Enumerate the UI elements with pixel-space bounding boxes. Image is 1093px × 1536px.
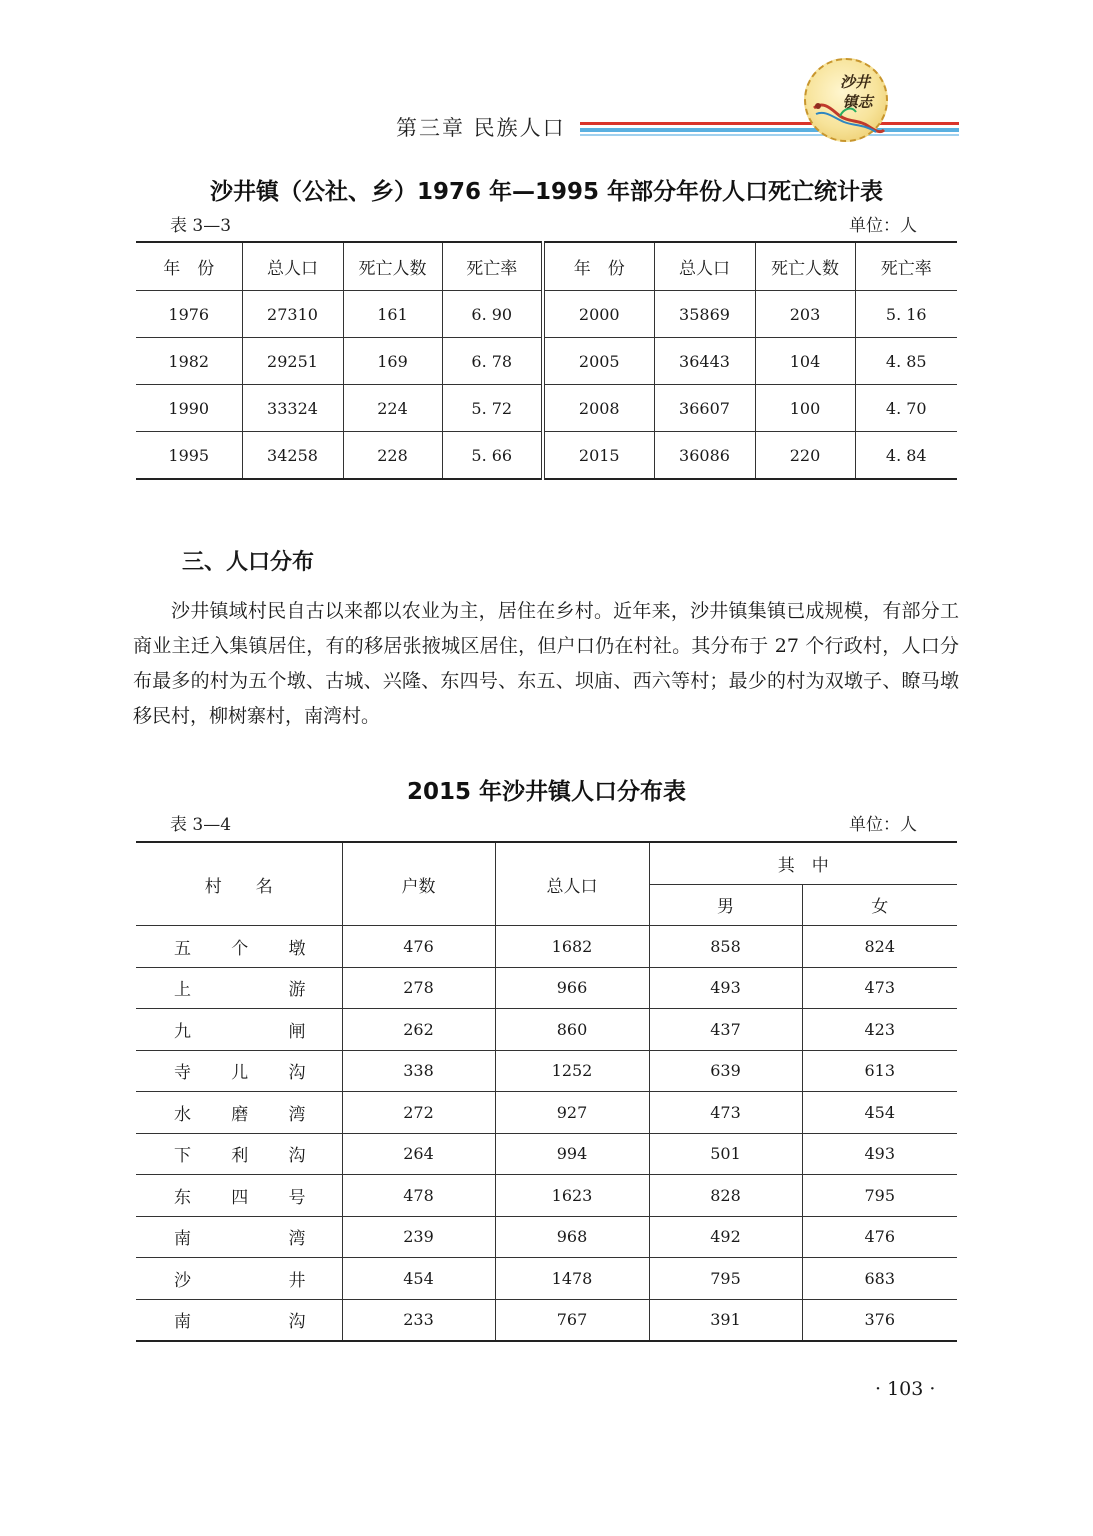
table-cell: 33324 [242, 385, 343, 432]
table-cell: 501 [649, 1133, 802, 1175]
table-cell: 391 [649, 1299, 802, 1341]
table-cell: 639 [649, 1050, 802, 1092]
table-cell: 36086 [654, 432, 755, 480]
col-header-female: 女 [802, 884, 957, 926]
table-cell: 858 [649, 926, 802, 968]
table-cell: 966 [495, 967, 649, 1009]
table-cell: 473 [802, 967, 957, 1009]
table-cell: 476 [342, 926, 495, 968]
table-cell: 104 [755, 338, 855, 385]
table1-unit: 单位：人 [849, 216, 917, 236]
col-header-population: 总人口 [654, 242, 755, 291]
table-cell: 2005 [543, 338, 654, 385]
table-cell: 1982 [136, 338, 242, 385]
col-header-male: 男 [649, 884, 802, 926]
book-seal-logo [804, 58, 888, 142]
header-rule-blue-thin [580, 134, 959, 136]
col-header-death-rate: 死亡率 [855, 242, 957, 291]
table-cell: 34258 [242, 432, 343, 480]
table-cell: 1995 [136, 432, 242, 480]
village-name: 五个墩 [136, 926, 342, 968]
table-cell: 1478 [495, 1258, 649, 1300]
death-statistics-table [136, 241, 957, 480]
table-cell: 473 [649, 1092, 802, 1134]
table2-label: 表 3—4 [170, 815, 232, 835]
table-cell: 828 [649, 1175, 802, 1217]
col-header-population: 总人口 [242, 242, 343, 291]
col-header-total: 总人口 [495, 842, 649, 926]
table-cell: 767 [495, 1299, 649, 1341]
table-cell: 492 [649, 1216, 802, 1258]
table-cell: 2015 [543, 432, 654, 480]
table-cell: 169 [343, 338, 442, 385]
table-cell: 968 [495, 1216, 649, 1258]
table-cell: 278 [342, 967, 495, 1009]
village-name: 南沟 [136, 1299, 342, 1341]
table-cell: 4. 84 [885, 445, 927, 465]
table-row [136, 1092, 957, 1134]
village-name: 南湾 [136, 1216, 342, 1258]
table-row [136, 967, 957, 1009]
body-paragraph: 沙井镇域村民自古以来都以农业为主，居住在乡村。近年来，沙井镇集镇已成规模，有部分工商业主迁入集镇居住，有的移居张掖城区居住，但户口仍在村社。其分布于 27 个行政村，人口分布最多的村为五个墩、古城、兴隆、东四号、东五、坝庙、西六等村；最少的村为双墩子、瞭马墩移民村，柳树寨村，南湾村。 [133, 600, 959, 727]
seal-text: 沙井 镇志 [837, 73, 873, 111]
table-cell: 493 [649, 967, 802, 1009]
table-cell: 860 [495, 1009, 649, 1051]
table-cell: 220 [755, 432, 855, 480]
table-cell: 5. 16 [855, 291, 957, 338]
table-row [136, 1216, 957, 1258]
table-cell: 228 [343, 432, 442, 480]
table-cell: 376 [864, 1310, 896, 1330]
village-name: 下利沟 [136, 1133, 342, 1175]
table-cell: 613 [802, 1050, 957, 1092]
table2-title: 2015 年沙井镇人口分布表 [406, 779, 687, 805]
table2-unit: 单位：人 [849, 815, 917, 835]
table-cell: 1990 [136, 385, 242, 432]
table-row [136, 1050, 957, 1092]
table-cell: 161 [343, 291, 442, 338]
table-cell: 994 [495, 1133, 649, 1175]
table-cell: 6. 90 [442, 291, 543, 338]
table-row [136, 432, 957, 480]
table-cell: 264 [342, 1133, 495, 1175]
table-cell: 927 [495, 1092, 649, 1134]
header-rule-blue [580, 128, 959, 132]
table-cell: 454 [802, 1092, 957, 1134]
table-row [136, 926, 957, 968]
table-row [136, 385, 957, 432]
table-header-row [136, 842, 957, 884]
village-name: 寺儿沟 [136, 1050, 342, 1092]
page-number: · 103 · [875, 1378, 936, 1400]
col-header-deaths: 死亡人数 [343, 242, 442, 291]
col-header-deaths: 死亡人数 [755, 242, 855, 291]
table-row [136, 1299, 957, 1341]
village-name: 沙井 [136, 1258, 342, 1300]
table-cell: 36607 [654, 385, 755, 432]
table-row [136, 338, 957, 385]
table-cell: 478 [342, 1175, 495, 1217]
table-cell: 795 [802, 1175, 957, 1217]
table-cell: 29251 [242, 338, 343, 385]
table-cell: 476 [802, 1216, 957, 1258]
table-cell: 5. 72 [442, 385, 543, 432]
table-cell: 272 [342, 1092, 495, 1134]
col-header-year: 年 份 [136, 242, 242, 291]
section-heading: 三、人口分布 [182, 550, 315, 575]
table-cell: 2008 [543, 385, 654, 432]
table-cell: 224 [343, 385, 442, 432]
col-header-death-rate: 死亡率 [442, 242, 543, 291]
table-cell: 824 [802, 926, 957, 968]
table-row [136, 1009, 957, 1051]
table-cell: 27310 [242, 291, 343, 338]
table-cell: 100 [755, 385, 855, 432]
table-cell: 5. 66 [442, 432, 543, 480]
table-header-row [136, 242, 957, 291]
village-name: 水磨湾 [136, 1092, 342, 1134]
village-name: 九闸 [136, 1009, 342, 1051]
col-header-year: 年 份 [543, 242, 654, 291]
table-cell: 454 [342, 1258, 495, 1300]
table-row [136, 1133, 957, 1175]
table-cell: 1682 [495, 926, 649, 968]
table-cell: 4. 85 [855, 338, 957, 385]
population-distribution-table [136, 841, 957, 1342]
header-rule-red [580, 122, 959, 125]
table-cell: 4. 70 [855, 385, 957, 432]
table-cell: 423 [802, 1009, 957, 1051]
table-cell: 1252 [495, 1050, 649, 1092]
table-cell: 35869 [654, 291, 755, 338]
table-row [136, 291, 957, 338]
col-header-households: 户数 [342, 842, 495, 926]
table1-label: 表 3—3 [170, 216, 232, 236]
table-cell: 795 [649, 1258, 802, 1300]
chapter-title: 第三章 民族人口 [396, 116, 566, 140]
table-cell: 437 [649, 1009, 802, 1051]
table-cell: 1976 [136, 291, 242, 338]
village-name: 东四号 [136, 1175, 342, 1217]
col-header-of-which: 其 中 [649, 842, 957, 884]
table-cell: 493 [802, 1133, 957, 1175]
table-cell: 203 [755, 291, 855, 338]
table-cell: 2000 [543, 291, 654, 338]
table-row [136, 1258, 957, 1300]
table-cell: 6. 78 [442, 338, 543, 385]
table-cell: 233 [342, 1299, 495, 1341]
table-cell: 239 [342, 1216, 495, 1258]
table-cell: 338 [342, 1050, 495, 1092]
table-cell: 36443 [654, 338, 755, 385]
col-header-village: 村 名 [136, 842, 342, 926]
table1-title: 沙井镇（公社、乡）1976 年—1995 年部分年份人口死亡统计表 [209, 179, 884, 205]
table-cell: 262 [342, 1009, 495, 1051]
table-row [136, 1175, 957, 1217]
village-name: 上游 [136, 967, 342, 1009]
table-cell: 1623 [495, 1175, 649, 1217]
table-cell: 683 [802, 1258, 957, 1300]
